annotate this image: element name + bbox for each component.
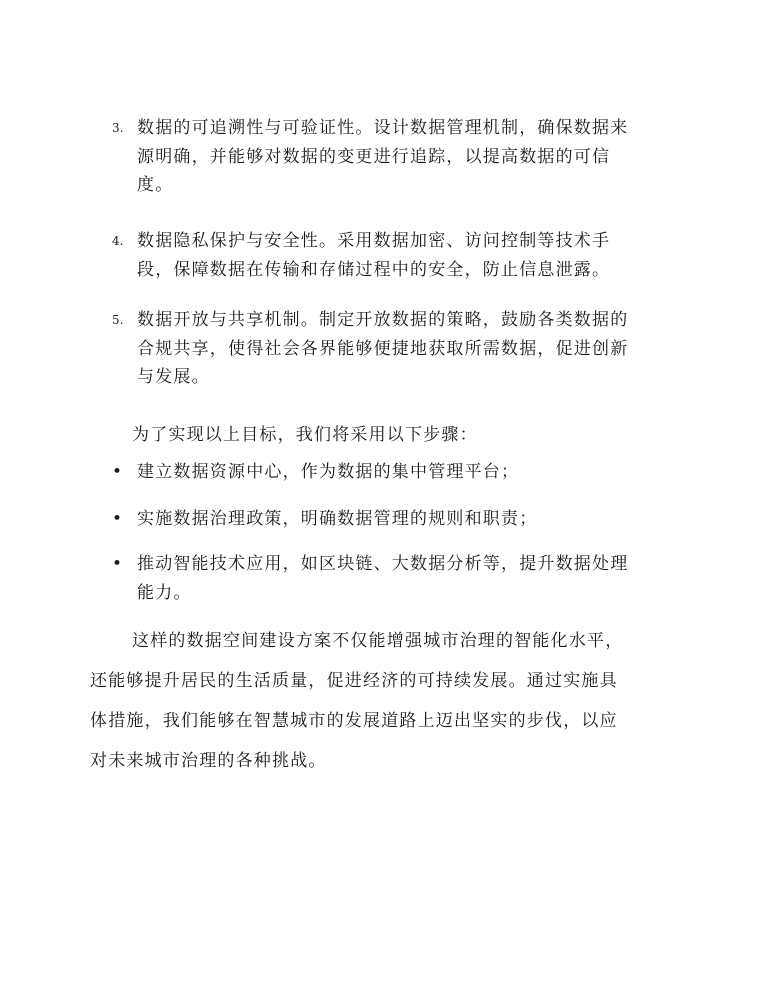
text-line: 段，保障数据在传输和存储过程中的安全，防止信息泄露。 bbox=[137, 259, 611, 280]
bullet-item-text bbox=[137, 458, 682, 487]
list-item-text bbox=[137, 227, 682, 284]
bullet-item-text bbox=[137, 550, 682, 607]
closing-paragraph bbox=[90, 621, 690, 781]
list-number: 5. bbox=[112, 313, 124, 327]
text-line: 这样的数据空间建设方案不仅能增强城市治理的智能化水平， bbox=[132, 631, 624, 651]
bullet-marker: • bbox=[112, 462, 123, 482]
list-item-text bbox=[137, 306, 682, 392]
text-line: 合规共享，使得社会各界能够便捷地获取所需数据，促进创新 bbox=[137, 338, 629, 359]
text-line: 数据的可追溯性与可验证性。设计数据管理机制，确保数据来 bbox=[137, 118, 629, 138]
text-line: 源明确，并能够对数据的变更进行追踪，以提高数据的可信 bbox=[137, 146, 611, 167]
bullet-item-text bbox=[137, 505, 682, 534]
text-line: 对未来城市治理的各种挑战。 bbox=[90, 751, 327, 771]
text-line: 推动智能技术应用，如区块链、大数据分析等，提升数据处理 bbox=[137, 554, 629, 574]
steps-intro: 为了实现以上目标，我们将采用以下步骤： bbox=[132, 425, 478, 445]
text-line: 度。 bbox=[137, 175, 174, 195]
list-number: 3. bbox=[112, 121, 124, 135]
text-line: 能力。 bbox=[137, 582, 192, 603]
bullet-marker: • bbox=[112, 509, 123, 529]
text-line: 体措施，我们能够在智慧城市的发展道路上迈出坚实的步伐，以应 bbox=[90, 711, 618, 731]
bullet-marker: • bbox=[112, 554, 123, 574]
text-line: 实施数据治理政策，明确数据管理的规则和职责； bbox=[137, 509, 538, 529]
text-line: 与发展。 bbox=[137, 367, 210, 387]
text-line: 数据隐私保护与安全性。采用数据加密、访问控制等技术手 bbox=[137, 231, 611, 251]
text-line: 还能够提升居民的生活质量，促进经济的可持续发展。通过实施具 bbox=[90, 671, 618, 691]
text-line: 数据开放与共享机制。制定开放数据的策略，鼓励各类数据的 bbox=[137, 310, 629, 330]
list-item-text bbox=[137, 114, 682, 200]
list-number: 4. bbox=[112, 234, 124, 248]
text-line: 建立数据资源中心，作为数据的集中管理平台； bbox=[137, 462, 520, 482]
